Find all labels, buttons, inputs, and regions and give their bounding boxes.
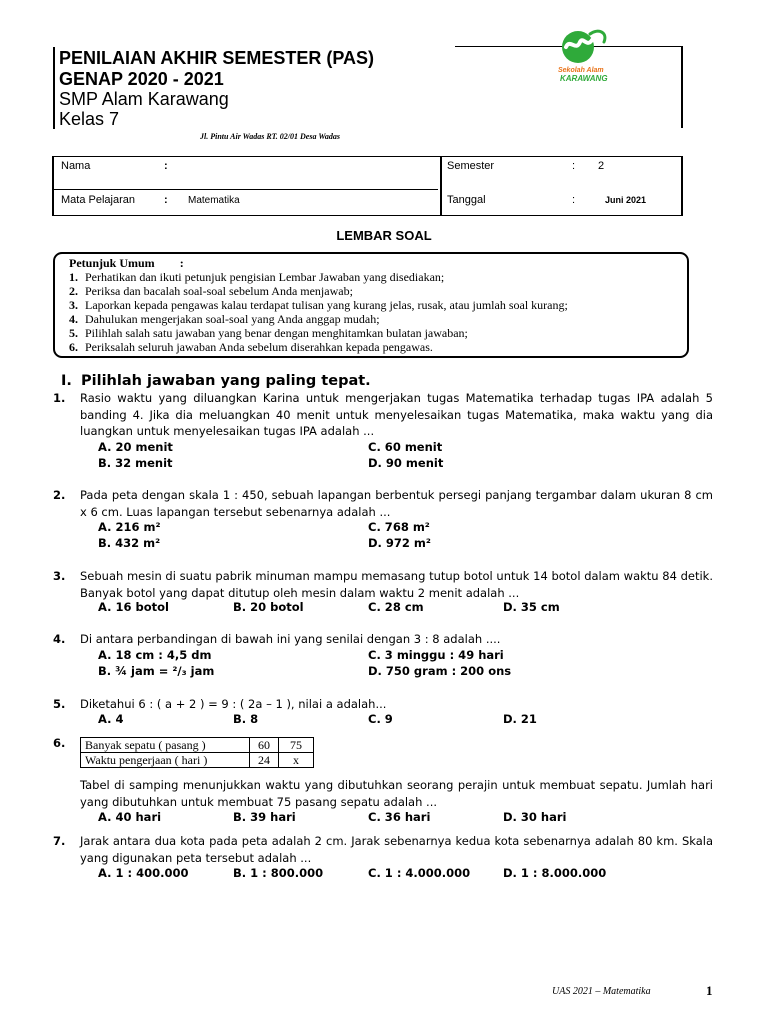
info-bottom-rule (53, 215, 683, 216)
question-text: Pada peta dengan skala 1 : 450, sebuah lapangan berbentuk persegi panjang tergambar dalam ukuran 8 cm x 6 cm. Luas lapangan tersebut sebenarnya adalah ... (80, 488, 713, 519)
logo-text-top: Sekolah Alam (558, 67, 604, 74)
option-b[interactable]: B. 8 (233, 712, 259, 726)
question-text: Jarak antara dua kota pada peta adalah 2 cm. Jarak sebenarnya kedua kota sebenarnya adalah 80 km. Skala yang digunakan peta tersebut adalah ... (80, 834, 713, 865)
table-cell: Waktu pengerjaan ( hari ) (81, 753, 250, 768)
option-d[interactable]: D. 750 gram : 200 ons (368, 664, 512, 678)
petunjuk-title-colon: : (179, 256, 184, 270)
nama-label: Nama (61, 160, 91, 172)
option-a[interactable]: A. 40 hari (98, 810, 162, 824)
tanggal-label: Tanggal (447, 194, 486, 206)
semester-colon: : (572, 160, 576, 172)
mapel-colon: : (164, 194, 168, 206)
option-a[interactable]: A. 216 m² (98, 520, 161, 534)
option-d[interactable]: D. 21 (503, 712, 537, 726)
question-text: Di antara perbandingan di bawah ini yang senilai dengan 3 : 8 adalah .... (80, 632, 501, 646)
tanggal-colon: : (572, 194, 576, 206)
question-number: 1. (53, 391, 66, 405)
footer-label: UAS 2021 – Matematika (552, 986, 651, 997)
option-b[interactable]: B. 32 menit (98, 456, 173, 470)
exam-title: PENILAIAN AKHIR SEMESTER (PAS) (59, 48, 375, 68)
question-text: Rasio waktu yang diluangkan Karina untuk mengerjakan tugas Matematika terhadap tugas IPA adalah 5 banding 4. Jika dia meluangkan 40 menit untuk menyelesaikan tugas Matematika, maka waktu yang dia luangkan untuk menyelesaikan tugas IPA adalah ... (80, 391, 713, 438)
info-mid-rule (440, 156, 442, 216)
question-text: Tabel di samping menunjukkan waktu yang dibutuhkan seorang perajin untuk membuat sepatu. Jumlah hari yang dibutuhkan untuk membuat 75 pasang sepatu adalah ... (80, 778, 713, 809)
option-b[interactable]: B. 20 botol (233, 600, 304, 614)
option-b[interactable]: B. ¾ jam = ²/₃ jam (98, 664, 215, 678)
class-label: Kelas 7 (59, 109, 120, 129)
question-number: 3. (53, 569, 66, 583)
school-logo (552, 26, 622, 86)
question-number: 6. (53, 736, 66, 750)
option-c[interactable]: C. 28 cm (368, 600, 424, 614)
question-number: 4. (53, 632, 66, 646)
option-c[interactable]: C. 768 m² (368, 520, 430, 534)
lembar-soal-heading: LEMBAR SOAL (336, 228, 432, 243)
table-cell: x (279, 753, 314, 768)
school-address: Jl. Pintu Air Wadas RT. 02/01 Desa Wadas (200, 132, 340, 141)
tanggal-value: Juni 2021 (605, 195, 647, 205)
mapel-label: Mata Pelajaran (61, 194, 135, 206)
option-d[interactable]: D. 1 : 8.000.000 (503, 866, 607, 880)
table-row (81, 753, 314, 768)
option-d[interactable]: D. 35 cm (503, 600, 560, 614)
question-number: 2. (53, 488, 66, 502)
school-logo-icon (552, 26, 622, 86)
table-cell: 24 (250, 753, 279, 768)
header-right-rule (681, 46, 683, 128)
info-mid-hrule (53, 189, 438, 190)
semester-value: 2 (598, 160, 605, 172)
option-a[interactable]: A. 18 cm : 4,5 dm (98, 648, 212, 662)
option-c[interactable]: C. 3 minggu : 49 hari (368, 648, 504, 662)
option-b[interactable]: B. 432 m² (98, 536, 161, 550)
option-a[interactable]: A. 4 (98, 712, 124, 726)
petunjuk-item: 3. Laporkan kepada pengawas kalau terdapat tulisan yang kurang jelas, rusak, atau jumlah soal kurang; (69, 298, 568, 312)
table-cell: 75 (279, 738, 314, 753)
school-name: SMP Alam Karawang (59, 89, 229, 109)
question-text: Sebuah mesin di suatu pabrik minuman mampu memasang tutup botol untuk 14 botol dalam waktu 84 detik. Banyak botol yang dapat ditutup oleh mesin dalam waktu 2 menit adalah ... (80, 569, 713, 600)
petunjuk-item: 1. Perhatikan dan ikuti petunjuk pengisian Lembar Jawaban yang disediakan; (69, 270, 445, 284)
petunjuk-item: 6. Periksalah seluruh jawaban Anda sebelum diserahkan kepada pengawas. (69, 340, 433, 354)
petunjuk-item: 5. Pilihlah salah satu jawaban yang benar dengan menghitamkan bulatan jawaban; (69, 326, 468, 340)
section-roman: I. (61, 373, 72, 389)
table-cell: Banyak sepatu ( pasang ) (81, 738, 250, 753)
mapel-value: Matematika (188, 195, 240, 206)
option-b[interactable]: B. 39 hari (233, 810, 296, 824)
option-b[interactable]: B. 1 : 800.000 (233, 866, 324, 880)
logo-text-bottom: KARAWANG (560, 74, 608, 83)
question-number: 7. (53, 834, 66, 848)
petunjuk-item: 2. Periksa dan bacalah soal-soal sebelum Anda menjawab; (69, 284, 353, 298)
question-text: Diketahui 6 : ( a + 2 ) = 9 : ( 2a – 1 ), nilai a adalah... (80, 697, 387, 711)
option-a[interactable]: A. 1 : 400.000 (98, 866, 189, 880)
option-c[interactable]: C. 36 hari (368, 810, 431, 824)
option-d[interactable]: D. 30 hari (503, 810, 567, 824)
question-number: 5. (53, 697, 66, 711)
info-top-rule (53, 156, 683, 157)
nama-colon: : (164, 160, 168, 172)
option-a[interactable]: A. 16 botol (98, 600, 169, 614)
option-a[interactable]: A. 20 menit (98, 440, 173, 454)
page-number: 1 (706, 983, 713, 998)
section-heading (61, 373, 371, 389)
option-d[interactable]: D. 90 menit (368, 456, 444, 470)
petunjuk-title (69, 256, 184, 271)
shoe-table (80, 737, 314, 768)
info-left-rule (52, 156, 54, 216)
header-left-rule (53, 47, 55, 129)
table-row (81, 738, 314, 753)
petunjuk-title-text: Petunjuk Umum (69, 256, 155, 270)
section-title: Pilihlah jawaban yang paling tepat. (81, 373, 371, 389)
option-c[interactable]: C. 1 : 4.000.000 (368, 866, 471, 880)
table-cell: 60 (250, 738, 279, 753)
exam-year: GENAP 2020 - 2021 (59, 69, 224, 89)
petunjuk-item: 4. Dahulukan mengerjakan soal-soal yang Anda anggap mudah; (69, 312, 380, 326)
option-d[interactable]: D. 972 m² (368, 536, 431, 550)
semester-label: Semester (447, 160, 495, 172)
info-right-rule (681, 156, 683, 216)
option-c[interactable]: C. 9 (368, 712, 393, 726)
option-c[interactable]: C. 60 menit (368, 440, 443, 454)
